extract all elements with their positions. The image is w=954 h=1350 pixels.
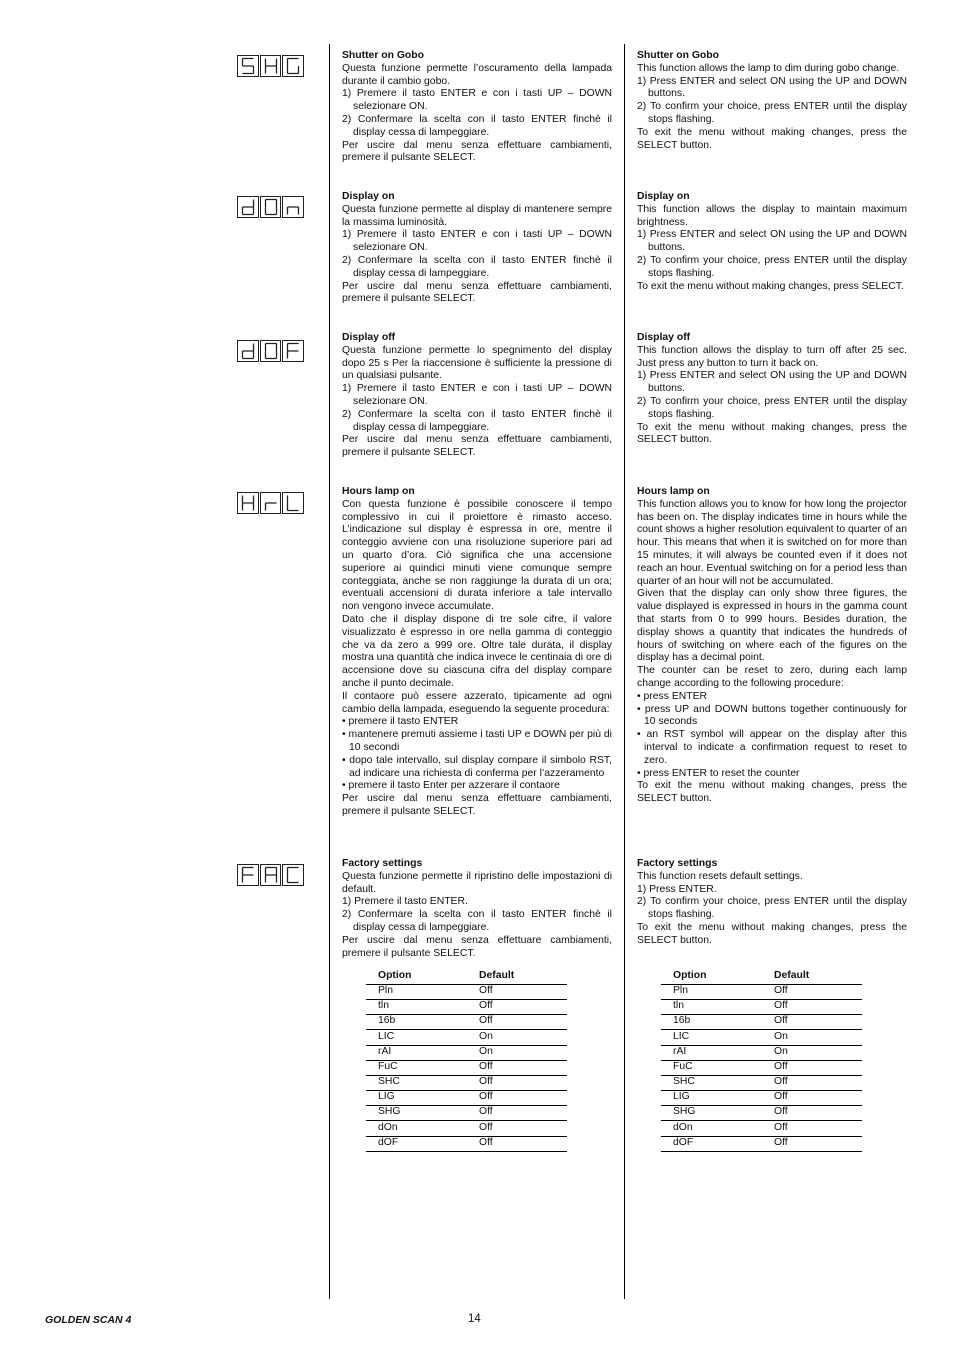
- segment-digit: [237, 340, 259, 362]
- option-cell: dOn: [366, 1121, 467, 1136]
- table-header-option: Option: [661, 969, 762, 984]
- table-row: [366, 1030, 567, 1045]
- default-cell: Off: [762, 984, 862, 999]
- table-row: [661, 1045, 862, 1060]
- option-cell: SHG: [366, 1106, 467, 1121]
- bullet-item: • an RST symbol will appear on the display after this interval to indicate a confirmation request to reset to zero.: [637, 729, 907, 766]
- section-title: Hours lamp on: [342, 486, 415, 497]
- bullet-item: • press ENTER: [637, 690, 708, 702]
- section-title: Factory settings: [342, 858, 423, 869]
- section-en-factory-settings: [637, 858, 907, 948]
- paragraph: Given that the display can only show three figures, the value displayed is expressed in hours in the gamma count that starts from 0 to 999 hours. Besides duration, the display shows a quantity that indicates the hundreds of hours of switching on where each of the figures on the display has a decimal point.: [637, 588, 907, 664]
- option-cell: LIG: [661, 1091, 762, 1106]
- default-cell: Off: [762, 1136, 862, 1151]
- paragraph: Questa funzione permette il ripristino delle impostazioni di default.: [342, 870, 612, 895]
- default-cell: On: [762, 1045, 862, 1060]
- table-header-default: Default: [467, 969, 567, 984]
- paragraph: Questa funzione permette l’oscuramento della lampada durante il cambio gobo.: [342, 62, 612, 87]
- table-header-option: Option: [366, 969, 467, 984]
- paragraph: Con questa funzione è possibile conoscere il tempo complessivo in cui il proiettore è rimasto acceso. L’indicazione sul display è espressa in ore, mentre il conteggio avviene con una risoluzione superiore pari ad un quarto d’ora. Ciò significa che una accensione superiore ai quindici minuti viene comunque sempre conteggiata, anche se non raggiunge la durata di un ora; eventuali accensioni di durata inferiore a tale intervallo non vengono invece accumulate.: [342, 498, 612, 613]
- numbered-step: 2) Confermare la scelta con il tasto ENTER finchè il display cessa di lampeggiare.: [342, 254, 612, 279]
- segment-digit: [260, 55, 282, 77]
- option-cell: SHC: [366, 1075, 467, 1090]
- paragraph: This function allows the lamp to dim during gobo change.: [637, 62, 900, 74]
- option-cell: dOn: [661, 1121, 762, 1136]
- option-cell: tln: [661, 999, 762, 1014]
- default-cell: Off: [467, 999, 567, 1014]
- display-icon-dof: [237, 340, 305, 362]
- section-it-factory-settings: [342, 858, 612, 960]
- option-cell: tln: [366, 999, 467, 1014]
- section-title: Display on: [637, 191, 690, 202]
- table-row: [661, 984, 862, 999]
- option-cell: Pln: [366, 984, 467, 999]
- paragraph: This function allows the display to turn off after 25 sec. Just press any button to turn it back on.: [637, 344, 907, 369]
- paragraph: This function resets default settings.: [637, 870, 803, 882]
- table-header-default: Default: [762, 969, 862, 984]
- paragraph: Il contaore può essere azzerato, tipicamente ad ogni cambio della lampada, eseguendo la seguente procedura:: [342, 690, 612, 715]
- section-en-hours-lamp-on: [637, 486, 907, 806]
- default-cell: Off: [762, 1075, 862, 1090]
- segment-digit: [282, 492, 304, 514]
- numbered-step: 1) Press ENTER.: [637, 883, 717, 895]
- table-row: [661, 1121, 862, 1136]
- table-row: [366, 1121, 567, 1136]
- option-cell: LIG: [366, 1091, 467, 1106]
- paragraph: This function allows the display to maintain maximum brightness.: [637, 203, 907, 228]
- default-cell: Off: [762, 999, 862, 1014]
- default-cell: Off: [467, 1060, 567, 1075]
- paragraph: To exit the menu without making changes, press the SELECT button.: [637, 126, 907, 151]
- numbered-step: 2) Confermare la scelta con il tasto ENTER finchè il display cessa di lampeggiare.: [342, 113, 612, 138]
- table-row: [661, 1030, 862, 1045]
- paragraph: Per uscire dal menu senza effettuare cambiamenti, premere il pulsante SELECT.: [342, 280, 612, 305]
- numbered-step: 2) To confirm your choice, press ENTER until the display stops flashing.: [637, 896, 907, 921]
- paragraph: Per uscire dal menu senza effettuare cambiamenti, premere il pulsante SELECT.: [342, 793, 612, 817]
- option-cell: LIC: [661, 1030, 762, 1045]
- bullet-item: • press UP and DOWN buttons together continuously for 10 seconds: [637, 703, 907, 728]
- table-row: [366, 1075, 567, 1090]
- default-cell: Off: [467, 1091, 567, 1106]
- default-cell: Off: [467, 1121, 567, 1136]
- paragraph: To exit the menu without making changes, press the SELECT button.: [637, 421, 907, 446]
- default-cell: Off: [467, 1075, 567, 1090]
- default-cell: On: [467, 1030, 567, 1045]
- default-cell: On: [467, 1045, 567, 1060]
- section-en-display-off: [637, 332, 907, 447]
- numbered-step: 1) Premere il tasto ENTER e con i tasti UP – DOWN selezionare ON.: [342, 383, 612, 407]
- paragraph: Dato che il display dispone di tre sole cifre, il valore visualizzato è espresso in ore nella gamma di conteggio che va da zero a 999 ore. Oltre tale durata, il display mostra una quantità che indica invece le centinaia di ore di accensione dove su ciascuna cifra del display compare anche il punto decimale.: [342, 613, 612, 689]
- paragraph: To exit the menu without making changes, press the SELECT button.: [637, 921, 907, 946]
- option-cell: FuC: [366, 1060, 467, 1075]
- numbered-step: 2) To confirm your choice, press ENTER until the display stops flashing.: [637, 101, 907, 125]
- defaults-table-en: [661, 969, 862, 1152]
- option-cell: 16b: [366, 1015, 467, 1030]
- section-it-hours-lamp-on: [342, 486, 612, 819]
- table-row: [366, 1136, 567, 1151]
- segment-digit: [260, 492, 282, 514]
- footer-model: GOLDEN SCAN 4: [45, 1314, 132, 1326]
- option-cell: SHG: [661, 1106, 762, 1121]
- numbered-step: 1) Premere il tasto ENTER e con i tasti UP – DOWN selezionare ON.: [342, 88, 612, 113]
- option-cell: SHC: [661, 1075, 762, 1090]
- section-en-display-on: [637, 191, 907, 293]
- paragraph: Questa funzione permette lo spegnimento del display dopo 25 s Per la riaccensione è sufficiente la pressione di un qualsiasi pulsante.: [342, 344, 612, 382]
- segment-digit: [237, 864, 259, 886]
- segment-digit: [282, 340, 304, 362]
- section-title: Display off: [342, 332, 396, 343]
- default-cell: On: [762, 1030, 862, 1045]
- option-cell: 16b: [661, 1015, 762, 1030]
- paragraph: The counter can be reset to zero, during each lamp change according to the following procedure:: [637, 665, 907, 689]
- display-icon-hrl: [237, 492, 305, 514]
- segment-digit: [260, 340, 282, 362]
- option-cell: FuC: [661, 1060, 762, 1075]
- option-cell: dOF: [366, 1136, 467, 1151]
- bullet-item: • premere il tasto ENTER: [342, 716, 459, 728]
- section-title: Factory settings: [637, 858, 718, 869]
- option-cell: rAI: [661, 1045, 762, 1060]
- segment-digit: [282, 55, 304, 77]
- numbered-step: 1) Press ENTER and select ON using the UP and DOWN buttons.: [637, 229, 907, 254]
- display-icon-fac: [237, 864, 305, 886]
- defaults-table-it: [366, 969, 567, 1152]
- bullet-item: • dopo tale intervallo, sul display compare il simbolo RST, ad indicare una richiesta di conferma per l’azzeramento: [342, 754, 612, 779]
- section-title: Display on: [342, 191, 395, 202]
- table-row: [366, 1091, 567, 1106]
- paragraph: This function allows you to know for how long the projector has been on. The display indicates time in hours while the count shows a higher resolution equivalent to quarter of an hour. This means that when it is switched on for more than 15 minutes, it will always be counted even if it does not reach an hour. Eventual switching on for a period less than quarter of an hour will not be accumulated.: [637, 498, 907, 587]
- section-title: Shutter on Gobo: [342, 50, 424, 61]
- default-cell: Off: [762, 1060, 862, 1075]
- section-it-display-on: [342, 191, 612, 306]
- numbered-step: 1) Press ENTER and select ON using the UP and DOWN buttons.: [637, 75, 907, 100]
- bullet-item: • premere il tasto Enter per azzerare il contaore: [342, 780, 560, 792]
- option-cell: Pln: [661, 984, 762, 999]
- section-en-shutter-on-gobo: [637, 50, 907, 152]
- table-row: [661, 1091, 862, 1106]
- numbered-step: 2) Confermare la scelta con il tasto ENTER finchè il display cessa di lampeggiare.: [342, 909, 612, 933]
- option-cell: rAI: [366, 1045, 467, 1060]
- divider-left: [329, 44, 330, 1299]
- paragraph: Per uscire dal menu senza effettuare cambiamenti, premere il pulsante SELECT.: [342, 934, 612, 959]
- segment-digit: [260, 196, 282, 218]
- segment-digit: [237, 196, 259, 218]
- default-cell: Off: [467, 984, 567, 999]
- section-it-shutter-on-gobo: [342, 50, 612, 165]
- numbered-step: 2) Confermare la scelta con il tasto ENTER finchè il display cessa di lampeggiare.: [342, 408, 612, 433]
- table-row: [661, 999, 862, 1014]
- numbered-step: 1) Press ENTER and select ON using the UP and DOWN buttons.: [637, 370, 907, 395]
- table-row: [661, 1136, 862, 1151]
- bullet-item: • mantenere premuti assieme i tasti UP e DOWN per più di 10 secondi: [342, 729, 612, 753]
- section-title: Shutter on Gobo: [637, 50, 719, 61]
- paragraph: To exit the menu without making changes, press the SELECT button.: [637, 780, 907, 805]
- numbered-step: 2) To confirm your choice, press ENTER until the display stops flashing.: [637, 254, 907, 279]
- paragraph: Per uscire dal menu senza effettuare cambiamenti, premere il pulsante SELECT.: [342, 139, 612, 164]
- segment-digit: [282, 196, 304, 218]
- default-cell: Off: [467, 1106, 567, 1121]
- table-row: [366, 1106, 567, 1121]
- option-cell: LIC: [366, 1030, 467, 1045]
- table-row: [366, 1060, 567, 1075]
- numbered-step: 2) To confirm your choice, press ENTER until the display stops flashing.: [637, 395, 907, 420]
- divider-right: [624, 44, 625, 1299]
- table-row: [661, 1106, 862, 1121]
- default-cell: Off: [762, 1015, 862, 1030]
- table-row: [661, 1075, 862, 1090]
- option-cell: dOF: [661, 1136, 762, 1151]
- default-cell: Off: [467, 1015, 567, 1030]
- table-row: [366, 999, 567, 1014]
- table-row: [366, 984, 567, 999]
- section-it-display-off: [342, 332, 612, 460]
- paragraph: Per uscire dal menu senza effettuare cambiamenti, premere il pulsante SELECT.: [342, 434, 612, 459]
- default-cell: Off: [762, 1121, 862, 1136]
- table-row: [661, 1060, 862, 1075]
- table-row: [366, 1015, 567, 1030]
- display-icon-shg: [237, 55, 305, 77]
- numbered-step: 1) Premere il tasto ENTER.: [342, 896, 468, 908]
- page-number: 14: [468, 1313, 481, 1325]
- paragraph: Questa funzione permette al display di mantenere sempre la massima luminosità.: [342, 203, 612, 228]
- segment-digit: [237, 55, 259, 77]
- bullet-item: • press ENTER to reset the counter: [637, 767, 800, 779]
- paragraph: To exit the menu without making changes, press SELECT.: [637, 280, 904, 292]
- segment-digit: [260, 864, 282, 886]
- table-row: [366, 1045, 567, 1060]
- section-title: Hours lamp on: [637, 486, 710, 497]
- default-cell: Off: [467, 1136, 567, 1151]
- table-row: [661, 1015, 862, 1030]
- display-icon-don: [237, 196, 305, 218]
- segment-digit: [237, 492, 259, 514]
- section-title: Display off: [637, 332, 691, 343]
- segment-digit: [282, 864, 304, 886]
- numbered-step: 1) Premere il tasto ENTER e con i tasti UP – DOWN selezionare ON.: [342, 229, 612, 254]
- default-cell: Off: [762, 1091, 862, 1106]
- default-cell: Off: [762, 1106, 862, 1121]
